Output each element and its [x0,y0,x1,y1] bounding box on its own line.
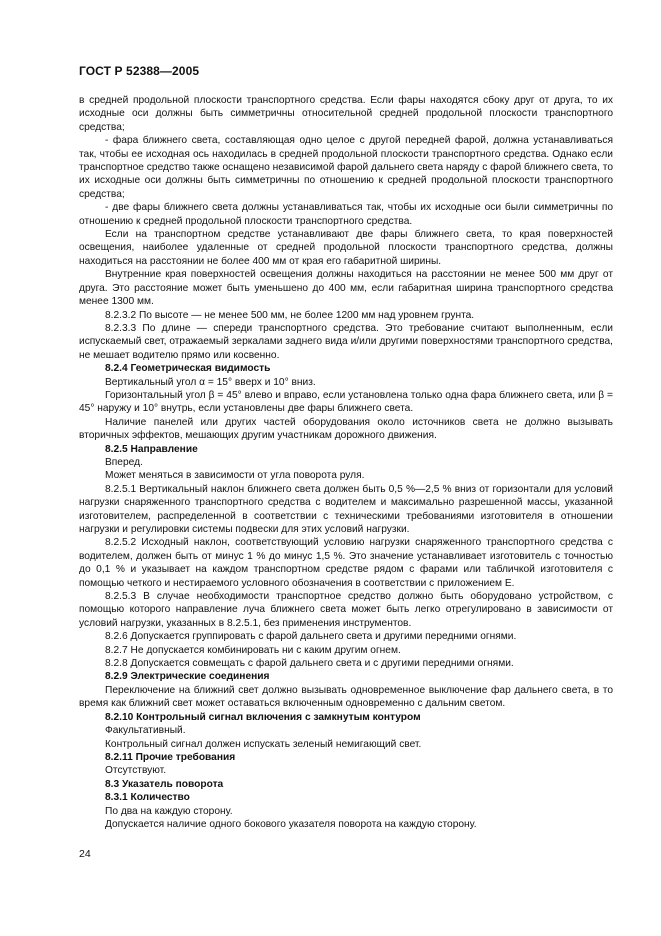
section-heading: 8.2.9 Электрические соединения [105,671,270,683]
paragraph: Если на транспортном средстве устанавливают две фары ближнего света, то края поверхностей освещения, наиболее удаленные от средней продольной плоскости транспортного средства, должны находиться на расстоянии не более 400 мм от края его габаритной ширины. [79,229,613,267]
page-number: 24 [79,848,91,860]
paragraph: - фара ближнего света, составляющая одно целое с другой передней фарой, должна устанавливаться так, чтобы ее исходная ось находилась в средней продольной плоскости транспортного средства. Однако если транспортное средство также оснащено независимой фарой дальнего света наряду с фарой ближнего света, то их исходные оси должны быть симметричны по отношению к средней продольной плоскости транспортного средства; [79,135,613,200]
section-heading: 8.3.1 Количество [105,792,190,804]
paragraph: По два на каждую сторону. [105,805,233,817]
paragraph: Горизонтальный угол β = 45° влево и вправо, если установлена только одна фара ближнего света, или β = 45° наружу и 10° внутрь, если установлены две фары ближнего света. [79,389,613,415]
section-heading: 8.2.10 Контрольный сигнал включения с замкнутым контуром [105,711,421,723]
section-heading: 8.2.5 Направление [105,443,198,455]
paragraph: 8.2.8 Допускается совмещать с фарой дальнего света и с другими передними огнями. [105,658,514,670]
section-heading: 8.3 Указатель поворота [105,778,224,790]
section-heading: 8.2.4 Геометрическая видимость [105,363,271,375]
paragraph: Переключение на ближний свет должно вызывать одновременное выключение фар дальнего света, в то время как ближний свет может оставаться включенным одновременно с дальним светом. [79,684,613,710]
document-body [79,94,613,831]
paragraph: Факультативный. [105,725,186,737]
paragraph: Допускается наличие одного бокового указателя поворота на каждую сторону. [105,818,477,830]
paragraph: 8.2.5.3 В случае необходимости транспортное средство должно быть оборудовано устройством, с помощью которого направление луча ближнего света может быть легко отрегулировано в зависимости от условий нагрузки, указанных в 8.2.5.1, без применения инструментов. [79,591,613,629]
paragraph: Вертикальный угол α = 15° вверх и 10° вниз. [105,376,316,388]
page-header: ГОСТ Р 52388—2005 [79,64,200,78]
paragraph: 8.2.5.1 Вертикальный наклон ближнего света должен быть 0,5 %—2,5 % вниз от горизонтали для условий нагрузки снаряженного транспортного средства с водителем и максимально разрешенной массы, указанной изготовителем, распределенной в соответствии с техническими требованиями изготовителя в отношении нагрузки и регулировки системы подвески для этих условий нагрузки. [79,483,613,535]
paragraph: Может меняться в зависимости от угла поворота руля. [105,470,365,482]
paragraph: 8.2.3.2 По высоте — не менее 500 мм, не более 1200 мм над уровнем грунта. [105,309,475,321]
paragraph: 8.2.5.2 Исходный наклон, соответствующий условию нагрузки снаряженного транспортного средства с водителем, должен быть от минус 1 % до минус 1,5 %. Это значение устанавливает изготовитель с точностью до 0,1 % и указывает на каждом транспортном средстве рядом с фарами или табличкой изготовителя с помощью четкого и нестираемого условного обозначения в соответствии с приложением Е. [79,537,613,589]
paragraph: Контрольный сигнал должен испускать зеленый немигающий свет. [105,738,422,750]
paragraph: - две фары ближнего света должны устанавливаться так, чтобы их исходные оси были симметричны по отношению к средней продольной плоскости транспортного средства. [79,202,613,227]
paragraph: Внутренние края поверхностей освещения должны находиться на расстоянии не менее 500 мм друг от друга. Это расстояние может быть уменьшено до 400 мм, если габаритная ширина транспортного средства менее 1300 мм. [79,269,613,308]
paragraph: в средней продольной плоскости транспортного средства. Если фары находятся сбоку друг от друга, то их исходные оси должны быть симметричны относительной средней продольной плоскости транспортного средства; [79,95,613,133]
section-heading: 8.2.11 Прочие требования [105,751,236,763]
paragraph: 8.2.6 Допускается группировать с фарой дальнего света и другими передними огнями. [105,631,517,643]
paragraph: Вперед. [105,456,143,468]
paragraph: 8.2.3.3 По длине — спереди транспортного средства. Это требование считают выполненным, если испускаемый свет, отражаемый зеркалами заднего вида и/или другими поверхностями транспортного средства, не мешает водителю прямо или косвенно. [79,322,613,361]
paragraph: Наличие панелей или других частей оборудования около источников света не должно вызывать вторичных эффектов, мешающих другим участникам дорожного движения. [79,416,613,442]
paragraph: Отсутствуют. [105,765,167,777]
paragraph: 8.2.7 Не допускается комбинировать ни с каким другим огнем. [105,644,401,656]
